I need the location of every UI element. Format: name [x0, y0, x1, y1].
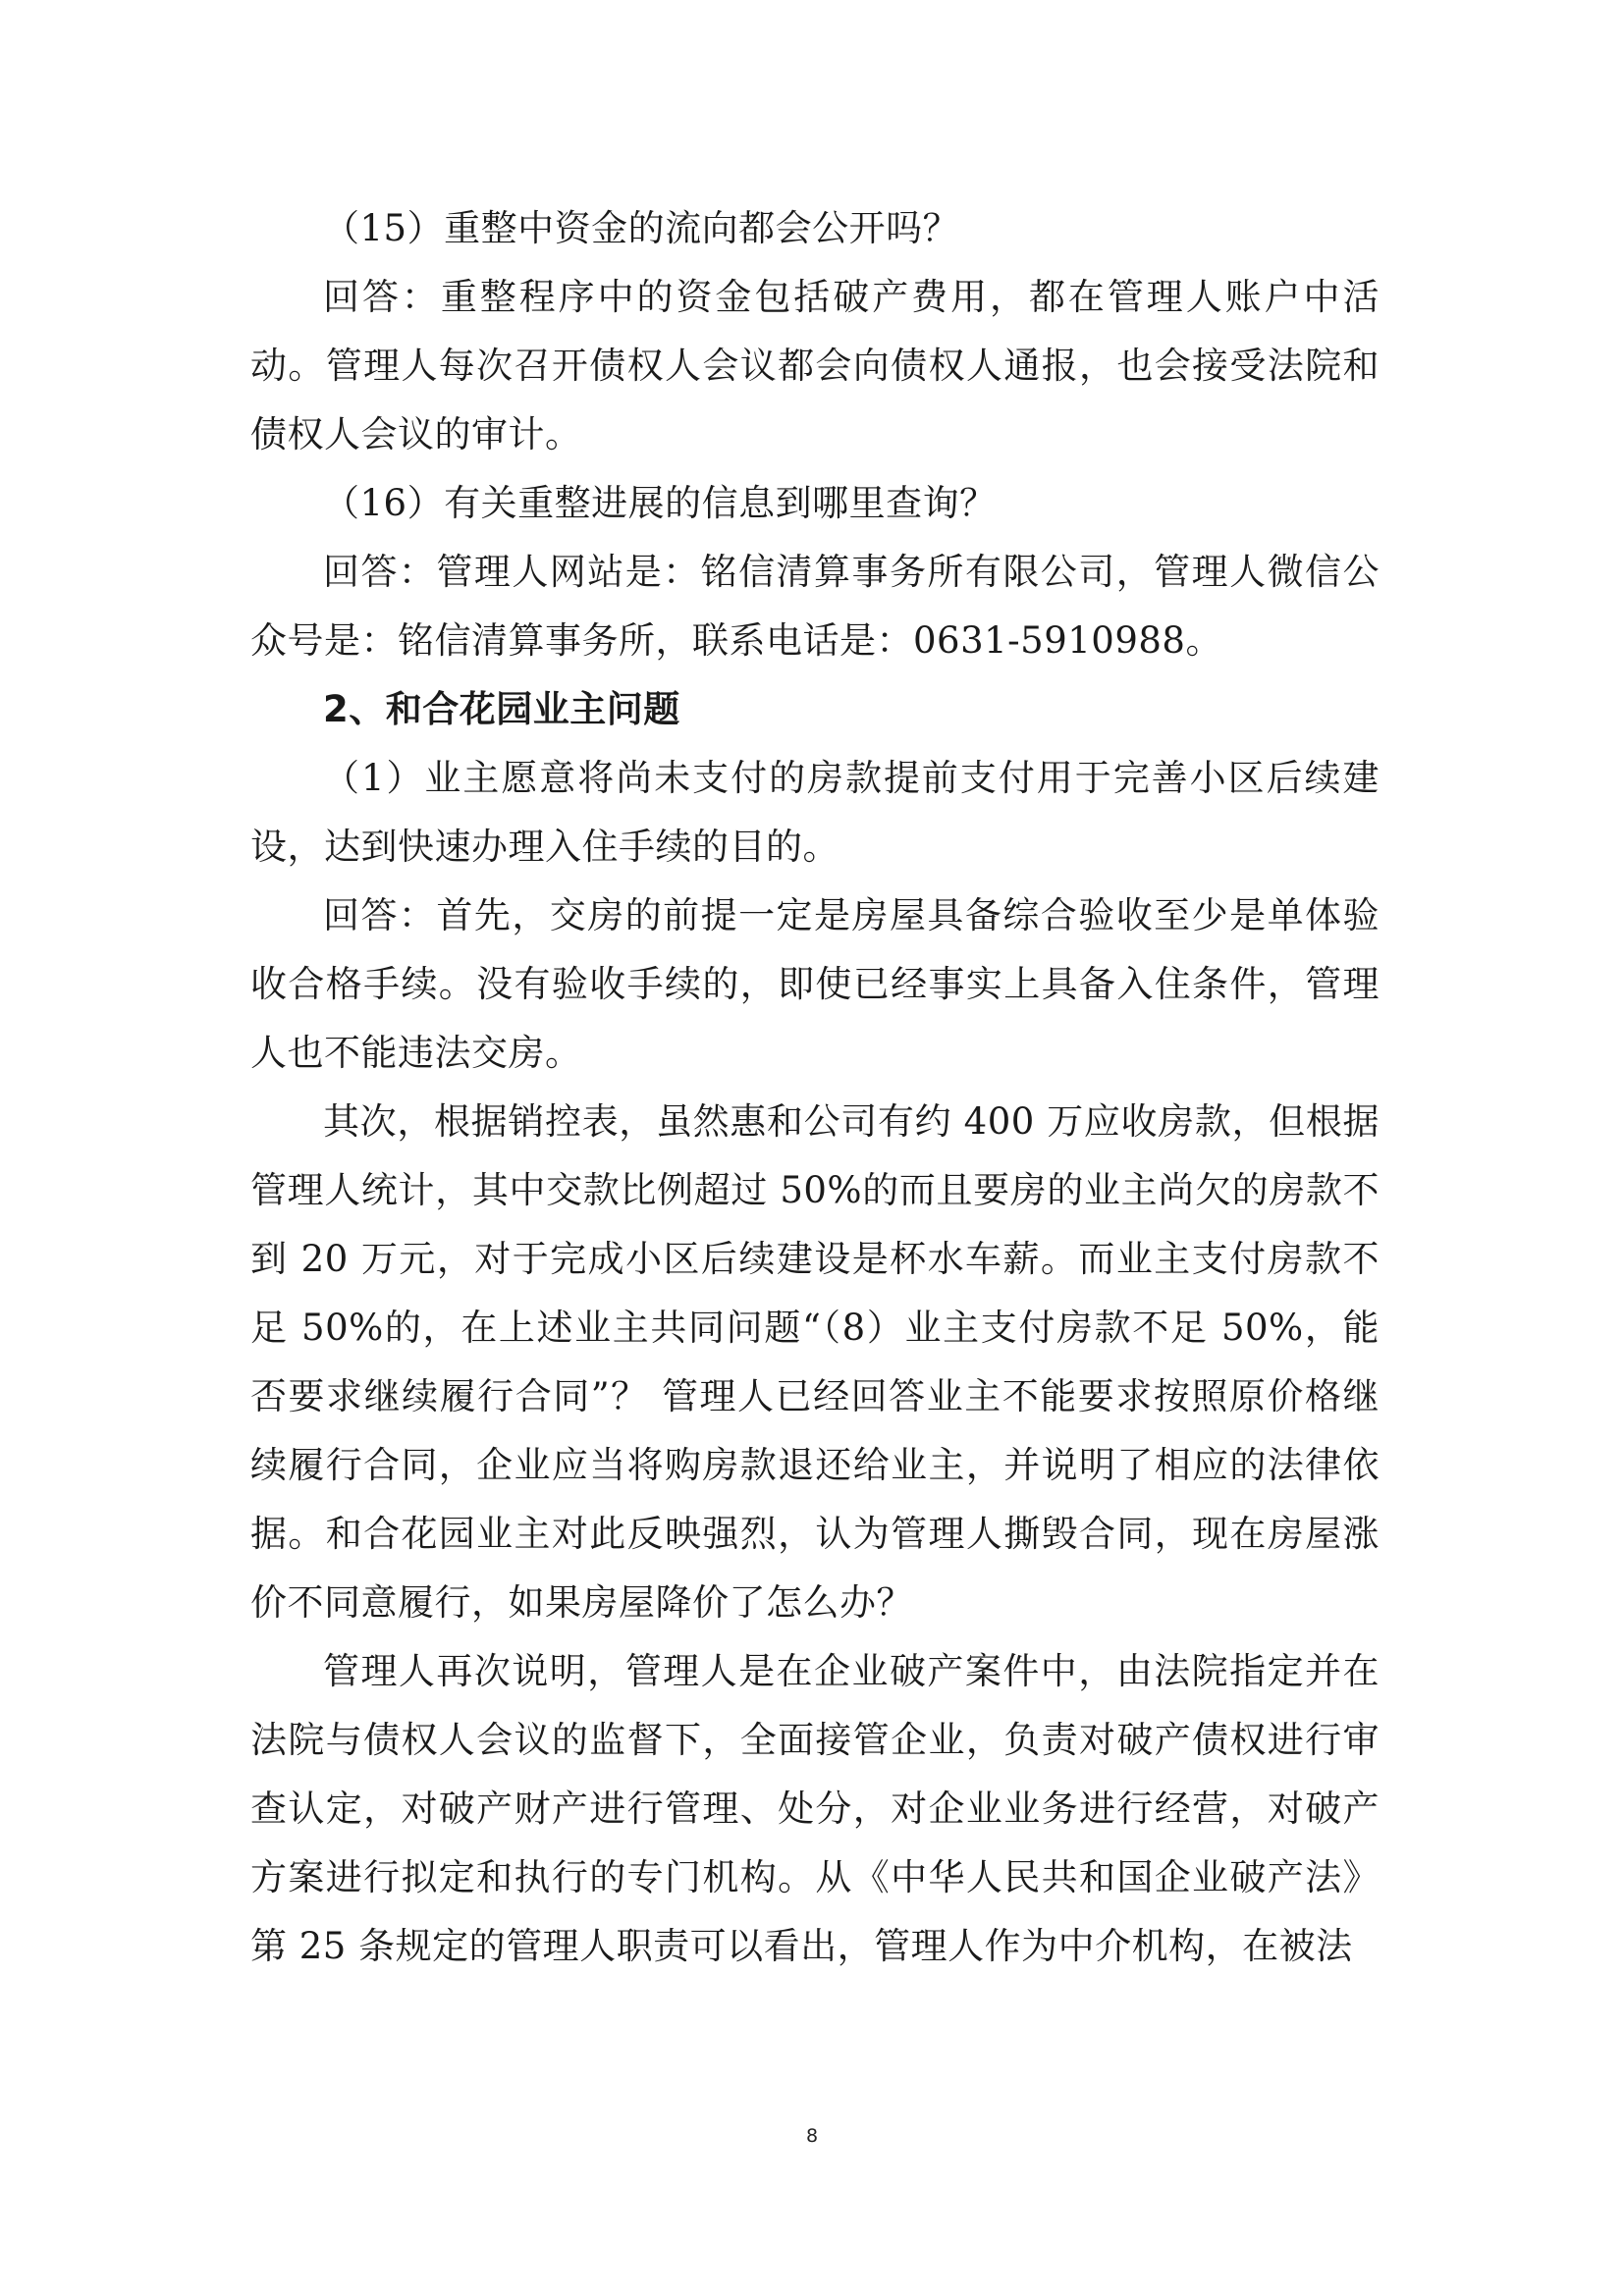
answer-1-second: 其次，根据销控表，虽然惠和公司有约 400 万应收房款，但根据管理人统计，其中交款比例超过 50%的而且要房的业主尚欠的房款不到 20 万元，对于完成小区后续建设是杯水车薪。而业主支付房款不足 50%的，在上述业主共同问题“（8）业主支付房款不足 50%，能否要求继续履行合同”？ 管理人已经回答业主不能要求按照原价格继续履行合同，企业应当将购房款退还给业主，并说明了相应的法律依据。和合花园业主对此反映强烈，认为管理人撕毁合同，现在房屋涨价不同意履行，如果房屋降价了怎么办？ — [250, 1100, 1380, 1624]
answer-1-third: 管理人再次说明，管理人是在企业破产案件中，由法院指定并在法院与债权人会议的监督下，全面接管企业，负责对破产债权进行审查认定，对破产财产进行管理、处分，对企业业务进行经营，对破产方案进行拟定和执行的专门机构。从《中华人民共和国企业破产法》第 25 条规定的管理人职责可以看出，管理人作为中介机构，在被法 — [250, 1650, 1380, 1967]
page-number: 8 — [805, 2125, 819, 2147]
answer-15: 回答：重整程序中的资金包括破产费用，都在管理人账户中活动。管理人每次召开债权人会议都会向债权人通报，也会接受法院和债权人会议的审计。 — [250, 276, 1380, 455]
document-body — [250, 194, 1380, 1981]
answer-16: 回答：管理人网站是：铭信清算事务所有限公司，管理人微信公众号是：铭信清算事务所，联系电话是：0631-5910988。 — [250, 551, 1380, 662]
answer-1-first: 回答：首先，交房的前提一定是房屋具备综合验收至少是单体验收合格手续。没有验收手续的，即使已经事实上具备入住条件，管理人也不能违法交房。 — [250, 894, 1380, 1074]
question-15: （15）重整中资金的流向都会公开吗？ — [323, 207, 960, 249]
question-16: （16）有关重整进展的信息到哪里查询？ — [323, 482, 997, 524]
question-1: （1）业主愿意将尚未支付的房款提前支付用于完善小区后续建设，达到快速办理入住手续的目的。 — [250, 757, 1380, 868]
section-heading-hehe-garden: 2、和合花园业主问题 — [323, 688, 680, 730]
